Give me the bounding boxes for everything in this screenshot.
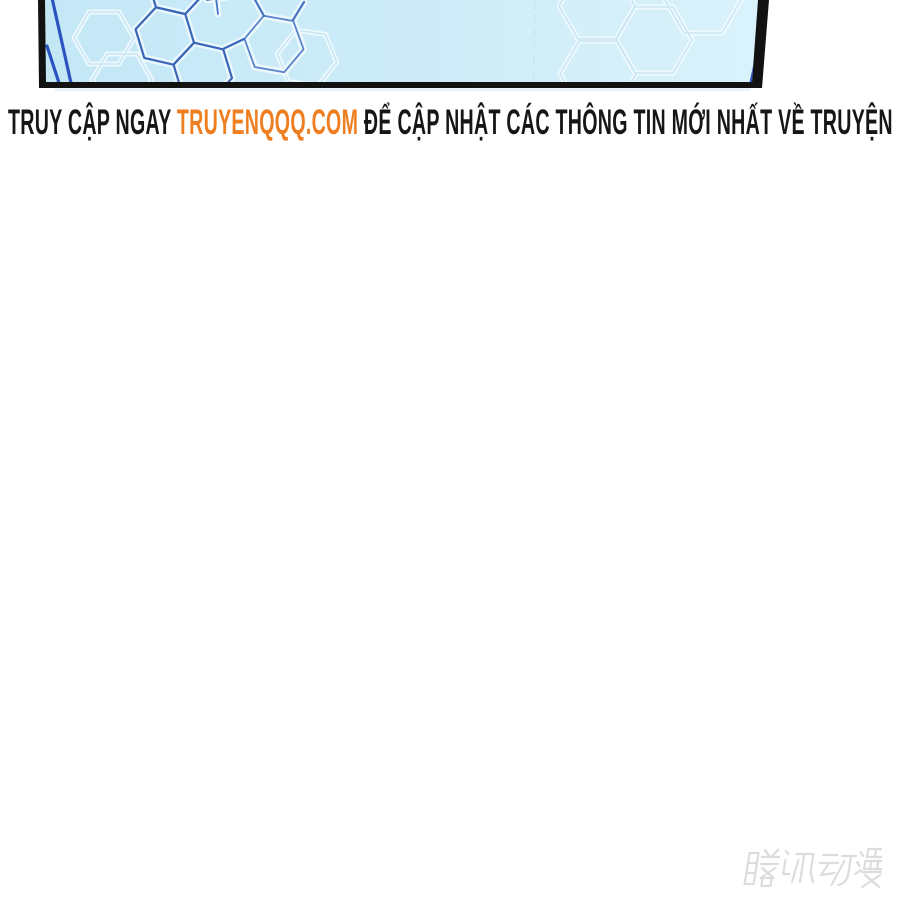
promo-text-suffix: ĐỂ CẬP NHẬT CÁC THÔNG TIN MỚI NHẤT VỀ TRUYỆN [358,103,893,142]
watermark-glyphs [742,844,882,892]
comic-panel [0,0,900,96]
comic-panel-artwork [0,0,900,96]
tencent-comics-watermark [742,844,882,892]
promo-site-name[interactable]: TRUYENQQQ.COM [176,103,359,142]
promo-text-prefix: TRUY CẬP NGAY [8,103,177,142]
panel-under-glow [55,88,750,91]
promo-line [8,103,893,143]
